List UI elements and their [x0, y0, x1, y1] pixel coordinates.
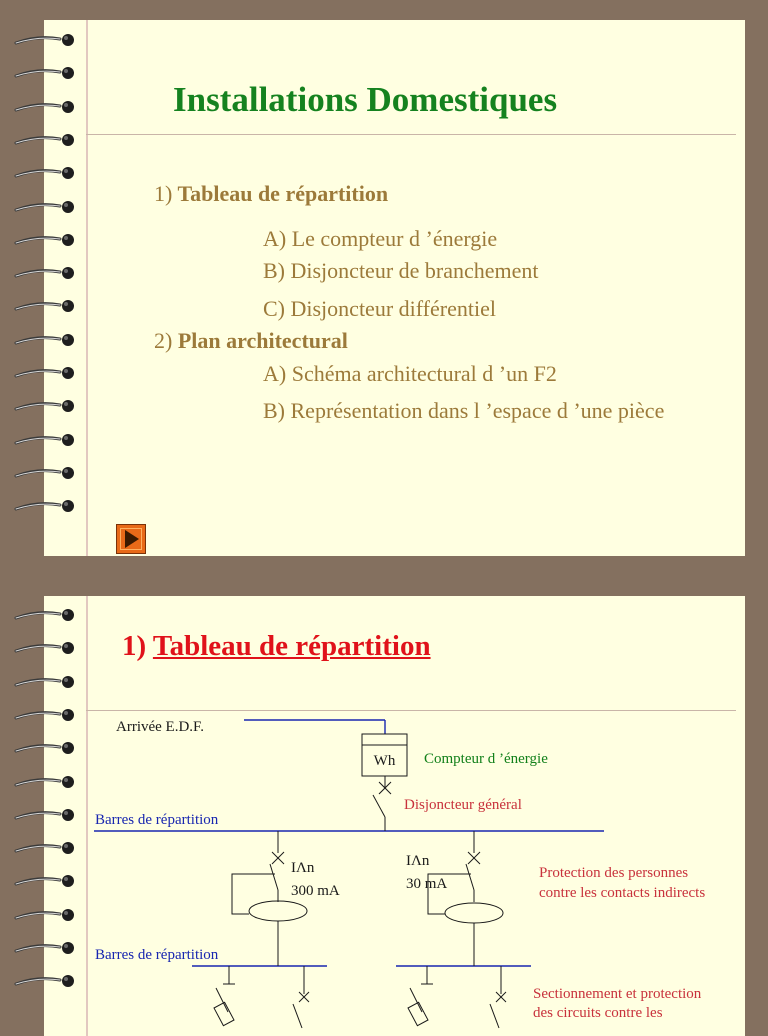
slide-1 — [44, 20, 745, 556]
section-number: 1) — [154, 181, 173, 206]
spiral-ring — [12, 266, 78, 278]
spiral-ring — [12, 808, 78, 820]
item-text: Le compteur d ’énergie — [291, 226, 498, 251]
spiral-ring — [12, 433, 78, 445]
margin-line — [86, 20, 88, 556]
item-text: Disjoncteur de branchement — [290, 258, 539, 283]
spiral-ring — [12, 874, 78, 886]
spiral-ring — [12, 466, 78, 478]
spiral-ring — [12, 66, 78, 78]
spiral-ring — [12, 908, 78, 920]
outline-item — [263, 361, 557, 387]
title-underline — [86, 134, 736, 135]
spiral-ring — [12, 775, 78, 787]
spiral-ring — [12, 941, 78, 953]
item-letter: C) — [263, 296, 285, 321]
title-number: 1) — [122, 630, 147, 662]
play-arrow-icon — [125, 530, 139, 548]
spiral-ring — [12, 841, 78, 853]
section-note-line1: Sectionnement et protection — [533, 986, 702, 1002]
rcd-left-symbol: IΛn — [291, 860, 315, 876]
spiral-ring — [12, 100, 78, 112]
outline-item — [263, 398, 664, 424]
item-letter: B) — [263, 258, 285, 283]
spiral-ring — [12, 366, 78, 378]
rcd-left-toroid — [249, 901, 307, 921]
spiral-ring — [12, 166, 78, 178]
spiral-ring — [12, 974, 78, 986]
spiral-ring — [12, 233, 78, 245]
fuse-left-cartridge — [214, 1002, 234, 1025]
spiral-ring — [12, 708, 78, 720]
spiral-ring — [12, 299, 78, 311]
rcd-right-toroid — [445, 903, 503, 923]
meter-label: Compteur d ’énergie — [424, 751, 548, 767]
item-letter: A) — [263, 226, 287, 251]
rcd-left-rating: 300 mA — [291, 883, 340, 899]
item-letter: B) — [263, 398, 285, 423]
section-number: 2) — [154, 328, 173, 353]
spiral-ring — [12, 641, 78, 653]
outline-item — [263, 226, 497, 252]
breaker-right-contact — [490, 1004, 499, 1028]
item-text: Représentation dans l ’espace d ’une pièce — [290, 398, 665, 423]
rcd-right-symbol: IΛn — [406, 853, 430, 869]
breaker-left-contact — [293, 1004, 302, 1028]
main-breaker-contact — [373, 795, 385, 817]
section-title: Plan architectural — [177, 328, 348, 353]
main-breaker-label: Disjoncteur général — [404, 797, 522, 813]
spiral-ring — [12, 499, 78, 511]
meter-symbol: Wh — [373, 753, 396, 769]
section-2-heading — [154, 328, 348, 354]
section-1-heading — [154, 181, 388, 207]
spiral-ring — [12, 133, 78, 145]
section-note-line2: des circuits contre les — [533, 1005, 663, 1021]
slide-2 — [44, 596, 745, 1036]
rcd-left-sensing — [232, 874, 275, 914]
title-text: Tableau de répartition — [152, 630, 431, 662]
spiral-ring — [12, 741, 78, 753]
busbar-label: Barres de répartition — [95, 947, 219, 963]
section-title: Tableau de répartition — [177, 181, 389, 206]
rcd-right-contact — [466, 864, 474, 890]
busbar-label: Barres de répartition — [95, 812, 219, 828]
spiral-ring — [12, 333, 78, 345]
next-slide-button[interactable] — [116, 524, 146, 554]
spiral-ring — [12, 200, 78, 212]
rcd-left-contact — [270, 864, 278, 890]
fuse-right-cartridge — [408, 1002, 428, 1025]
slide-title: Installations Domestiques — [173, 80, 558, 119]
spiral-ring — [12, 675, 78, 687]
fuse-right-contact — [410, 988, 422, 1012]
spiral-ring — [12, 33, 78, 45]
outline-item — [263, 258, 539, 284]
spiral-ring — [12, 608, 78, 620]
outline-item — [263, 296, 496, 322]
item-letter: A) — [263, 361, 287, 386]
fuse-left-contact — [216, 988, 228, 1012]
spiral-ring — [12, 399, 78, 411]
item-text: Schéma architectural d ’un F2 — [291, 361, 557, 386]
protection-note-line1: Protection des personnes — [539, 865, 689, 881]
edf-arrival-label: Arrivée E.D.F. — [116, 719, 204, 735]
rcd-right-rating: 30 mA — [406, 876, 448, 892]
item-text: Disjoncteur différentiel — [290, 296, 496, 321]
protection-note-line2: contre les contacts indirects — [539, 885, 706, 901]
